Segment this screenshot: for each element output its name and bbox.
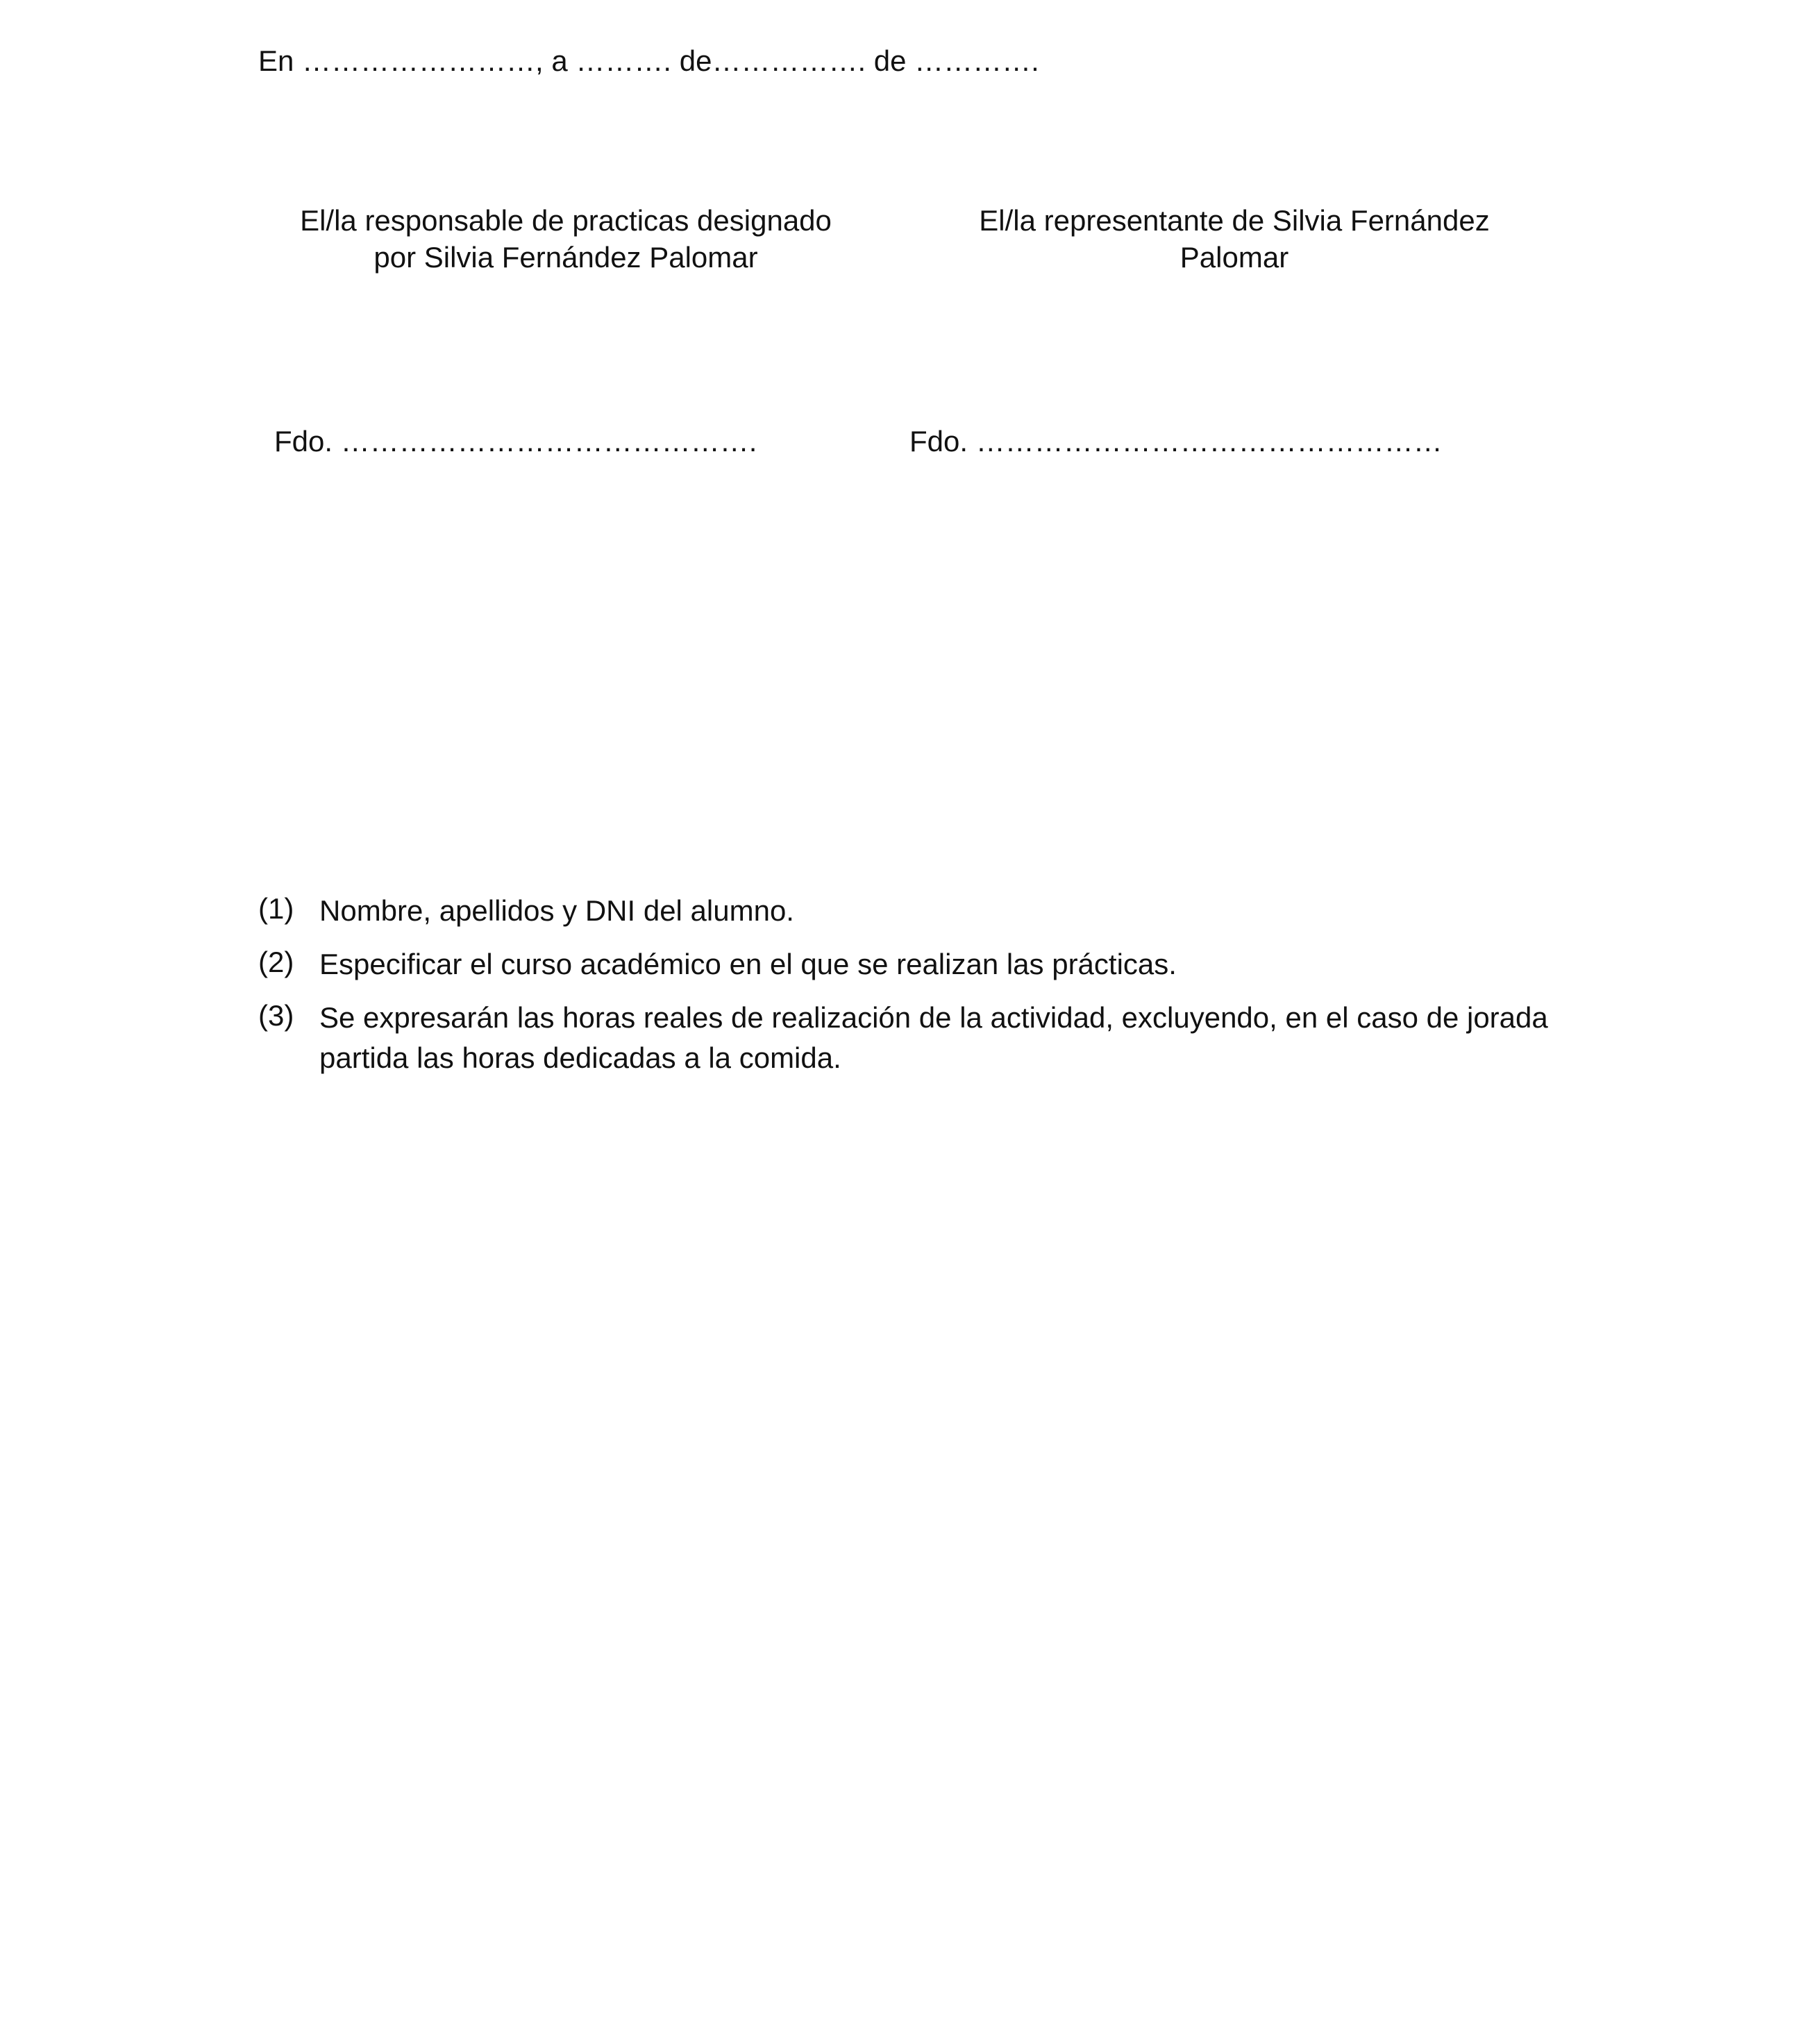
signature-block-left bbox=[274, 203, 857, 276]
signature-block-right bbox=[950, 203, 1519, 276]
footnotes-list bbox=[258, 891, 1563, 1091]
footnote-item bbox=[258, 998, 1563, 1080]
footnote-number: (3) bbox=[258, 998, 294, 1032]
footnote-item bbox=[258, 891, 1563, 932]
footnote-text: Especificar el curso académico en el que se realizan las prácticas. bbox=[319, 947, 1177, 980]
footnote-text: Se expresarán las horas reales de realización de la actividad, excluyendo, en el caso de jorada partida las horas dedicadas a la comida. bbox=[319, 1000, 1548, 1075]
place-date-line: En ……………………, a ………. de……………. de …………. bbox=[258, 44, 1039, 77]
signature-left-title-line2: por Silvia Fernández Palomar bbox=[373, 240, 758, 274]
signature-left-fdo-line: Fdo. ……………………………………. bbox=[274, 425, 757, 458]
signature-left-title-line1: El/la responsable de practicas designado bbox=[300, 204, 832, 237]
footnote-text: Nombre, apellidos y DNI del alumno. bbox=[319, 894, 794, 927]
footnote-number: (2) bbox=[258, 945, 294, 978]
footnote-item bbox=[258, 944, 1563, 985]
signature-right-fdo-line: Fdo. ………………………………………… bbox=[909, 425, 1443, 458]
signature-right-title-line1: El/la representante de Silvia Fernández bbox=[979, 204, 1490, 237]
signature-right-title-line2: Palomar bbox=[1179, 240, 1289, 274]
footnote-number: (1) bbox=[258, 892, 294, 925]
